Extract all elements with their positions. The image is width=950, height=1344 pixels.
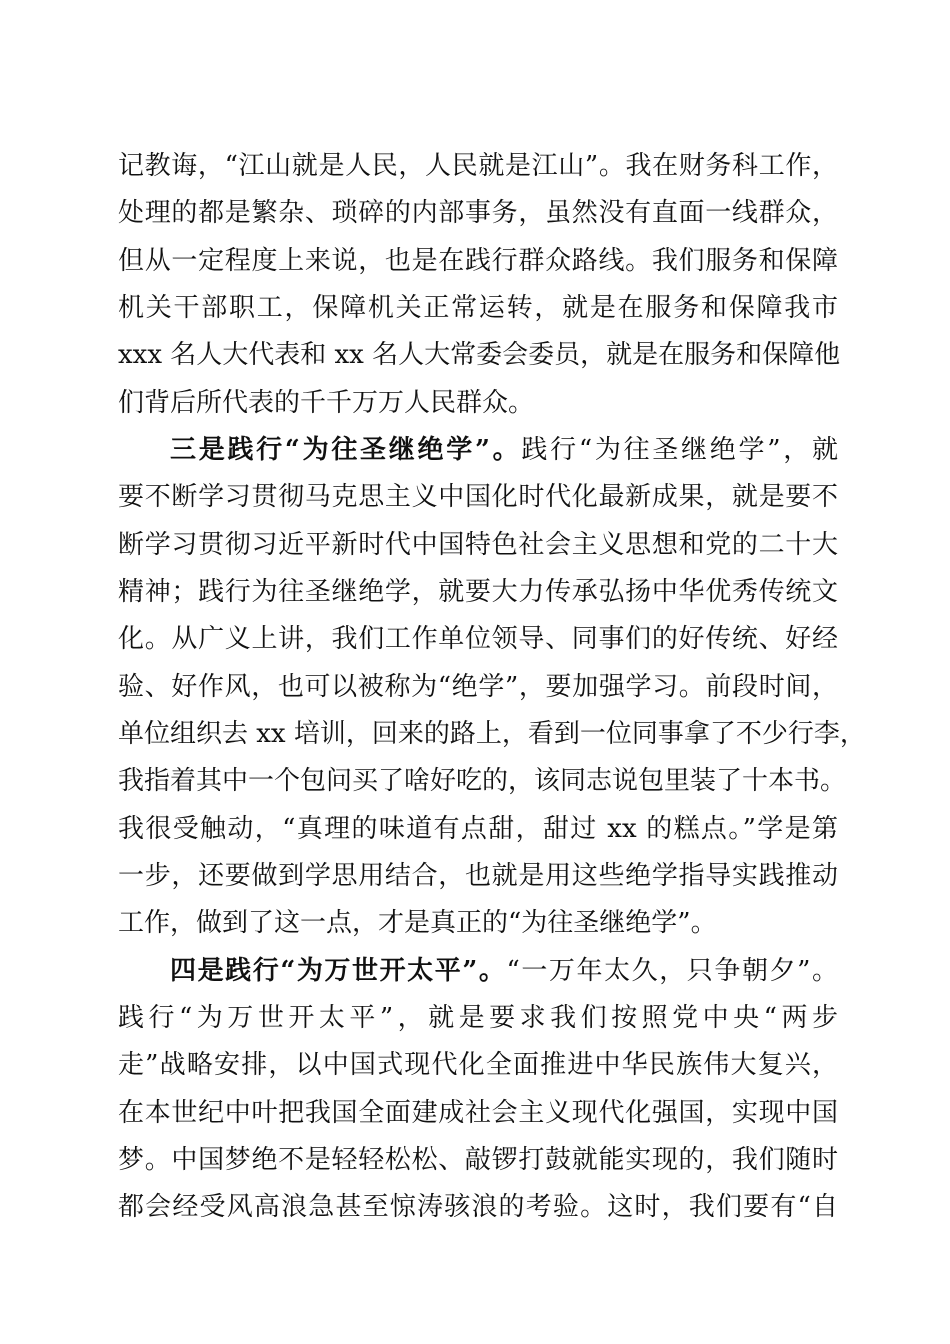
- paragraph-2-line-10: 工作，做到了这一点，才是真正的“为往圣继绝学”。: [118, 908, 717, 938]
- paragraph-2-line-4: 化。从广义上讲，我们工作单位领导、同事们的好传统、好经: [118, 624, 838, 654]
- paragraph-2-line-6: 单位组织去 xx 培训，回来的路上，看到一位同事拿了不少行李，: [118, 719, 866, 749]
- paragraph-3-line-5: 都会经受风高浪急甚至惊涛骇浪的考验。这时，我们要有“自: [118, 1192, 838, 1222]
- paragraph-3-line-2: 走”战略安排，以中国式现代化全面推进中华民族伟大复兴，: [118, 1050, 838, 1080]
- paragraph-2-line-8: 我很受触动，“真理的味道有点甜，甜过 xx 的糕点。”学是第: [118, 814, 838, 844]
- paragraph-2-line-5: 验、好作风，也可以被称为“绝学”，要加强学习。前段时间，: [118, 672, 838, 702]
- paragraph-1-line-4: 机关干部职工，保障机关正常运转，就是在服务和保障我市: [118, 293, 838, 323]
- paragraph-3-first-line-rest: “一万年太久，只争朝夕”。: [506, 956, 838, 986]
- paragraph-1-line-2: 处理的都是繁杂、琐碎的内部事务，虽然没有直面一线群众，: [118, 198, 838, 228]
- paragraph-3-heading: 四是践行“为万世开太平”。: [170, 956, 507, 986]
- paragraph-3-line-4: 梦。中国梦绝不是轻轻松松、敲锣打鼓就能实现的，我们随时: [118, 1145, 838, 1175]
- paragraph-2-line-9: 一步，还要做到学思用结合，也就是用这些绝学指导实践推动: [118, 861, 838, 891]
- paragraph-3-line-1: 践行“为万世开太平”，就是要求我们按照党中央“两步: [118, 1003, 838, 1033]
- paragraph-2-line-2: 断学习贯彻习近平新时代中国特色社会主义思想和党的二十大: [118, 530, 838, 560]
- paragraph-2-first-line-rest: 践行“为往圣继绝学”，就: [521, 435, 838, 465]
- paragraph-2-first-line: [170, 428, 838, 472]
- paragraph-1-line-1: 记教诲，“江山就是人民，人民就是江山”。我在财务科工作，: [118, 151, 838, 181]
- paragraph-2-line-3: 精神；践行为往圣继绝学，就要大力传承弘扬中华优秀传统文: [118, 577, 838, 607]
- paragraph-2-line-7: 我指着其中一个包问买了啥好吃的，该同志说包里装了十本书。: [118, 766, 847, 796]
- paragraph-1-line-3: 但从一定程度上来说，也是在践行群众路线。我们服务和保障: [118, 246, 838, 276]
- paragraph-1-line-6: 们背后所代表的千千万万人民群众。: [118, 388, 535, 418]
- paragraph-3-line-3: 在本世纪中叶把我国全面建成社会主义现代化强国，实现中国: [118, 1098, 838, 1128]
- paragraph-2-heading: 三是践行“为往圣继绝学”。: [170, 435, 522, 465]
- paragraph-3-first-line: [170, 949, 838, 993]
- paragraph-2-line-1: 要不断学习贯彻马克思主义中国化时代化最新成果，就是要不: [118, 482, 838, 512]
- paragraph-1-line-5: xxx 名人大代表和 xx 名人大常委会委员，就是在服务和保障他: [118, 340, 841, 370]
